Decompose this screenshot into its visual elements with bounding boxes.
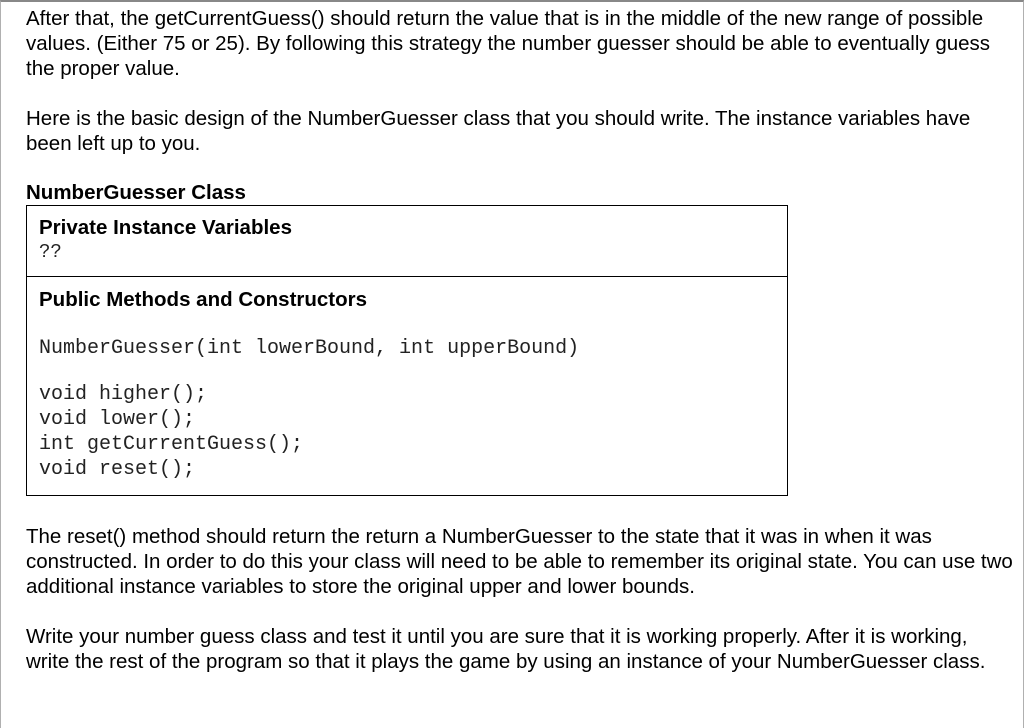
paragraph-design-intro: Here is the basic design of the NumberGuesser class that you should write. The instance variables have been left up to you. xyxy=(26,107,971,155)
paragraph-reset: The reset() method should return the return a NumberGuesser to the state that it was in when it was constructed. In order to do this your class will need to be able to remember its original state. You can use two additional instance variables to store the original upper and lower bounds. xyxy=(26,525,1013,598)
class-design-table xyxy=(26,205,788,496)
constructor-signature: NumberGuesser(int lowerBound, int upperBound) xyxy=(39,337,580,360)
class-heading: NumberGuesser Class xyxy=(26,181,246,204)
instance-variables-value: ?? xyxy=(39,241,62,263)
method-list xyxy=(39,382,775,482)
method-higher: void higher(); xyxy=(39,383,208,406)
method-reset: void reset(); xyxy=(39,458,196,481)
method-get-current-guess: int getCurrentGuess(); xyxy=(39,433,304,456)
instance-variables-title: Private Instance Variables xyxy=(39,216,292,239)
document-page xyxy=(26,6,1016,674)
paragraph-instructions: Write your number guess class and test it until you are sure that it is working properly. After it is working, write the rest of the program so that it plays the game by using an instance of your NumberGuesser class. xyxy=(26,625,986,673)
paragraph-strategy: After that, the getCurrentGuess() should return the value that is in the middle of the new range of possible values. (Either 75 or 25). By following this strategy the number guesser should be able to eventually guess the proper value. xyxy=(26,7,991,80)
methods-section xyxy=(27,277,787,495)
methods-title: Public Methods and Constructors xyxy=(39,288,368,311)
method-lower: void lower(); xyxy=(39,408,196,431)
instance-variables-section xyxy=(27,206,787,277)
